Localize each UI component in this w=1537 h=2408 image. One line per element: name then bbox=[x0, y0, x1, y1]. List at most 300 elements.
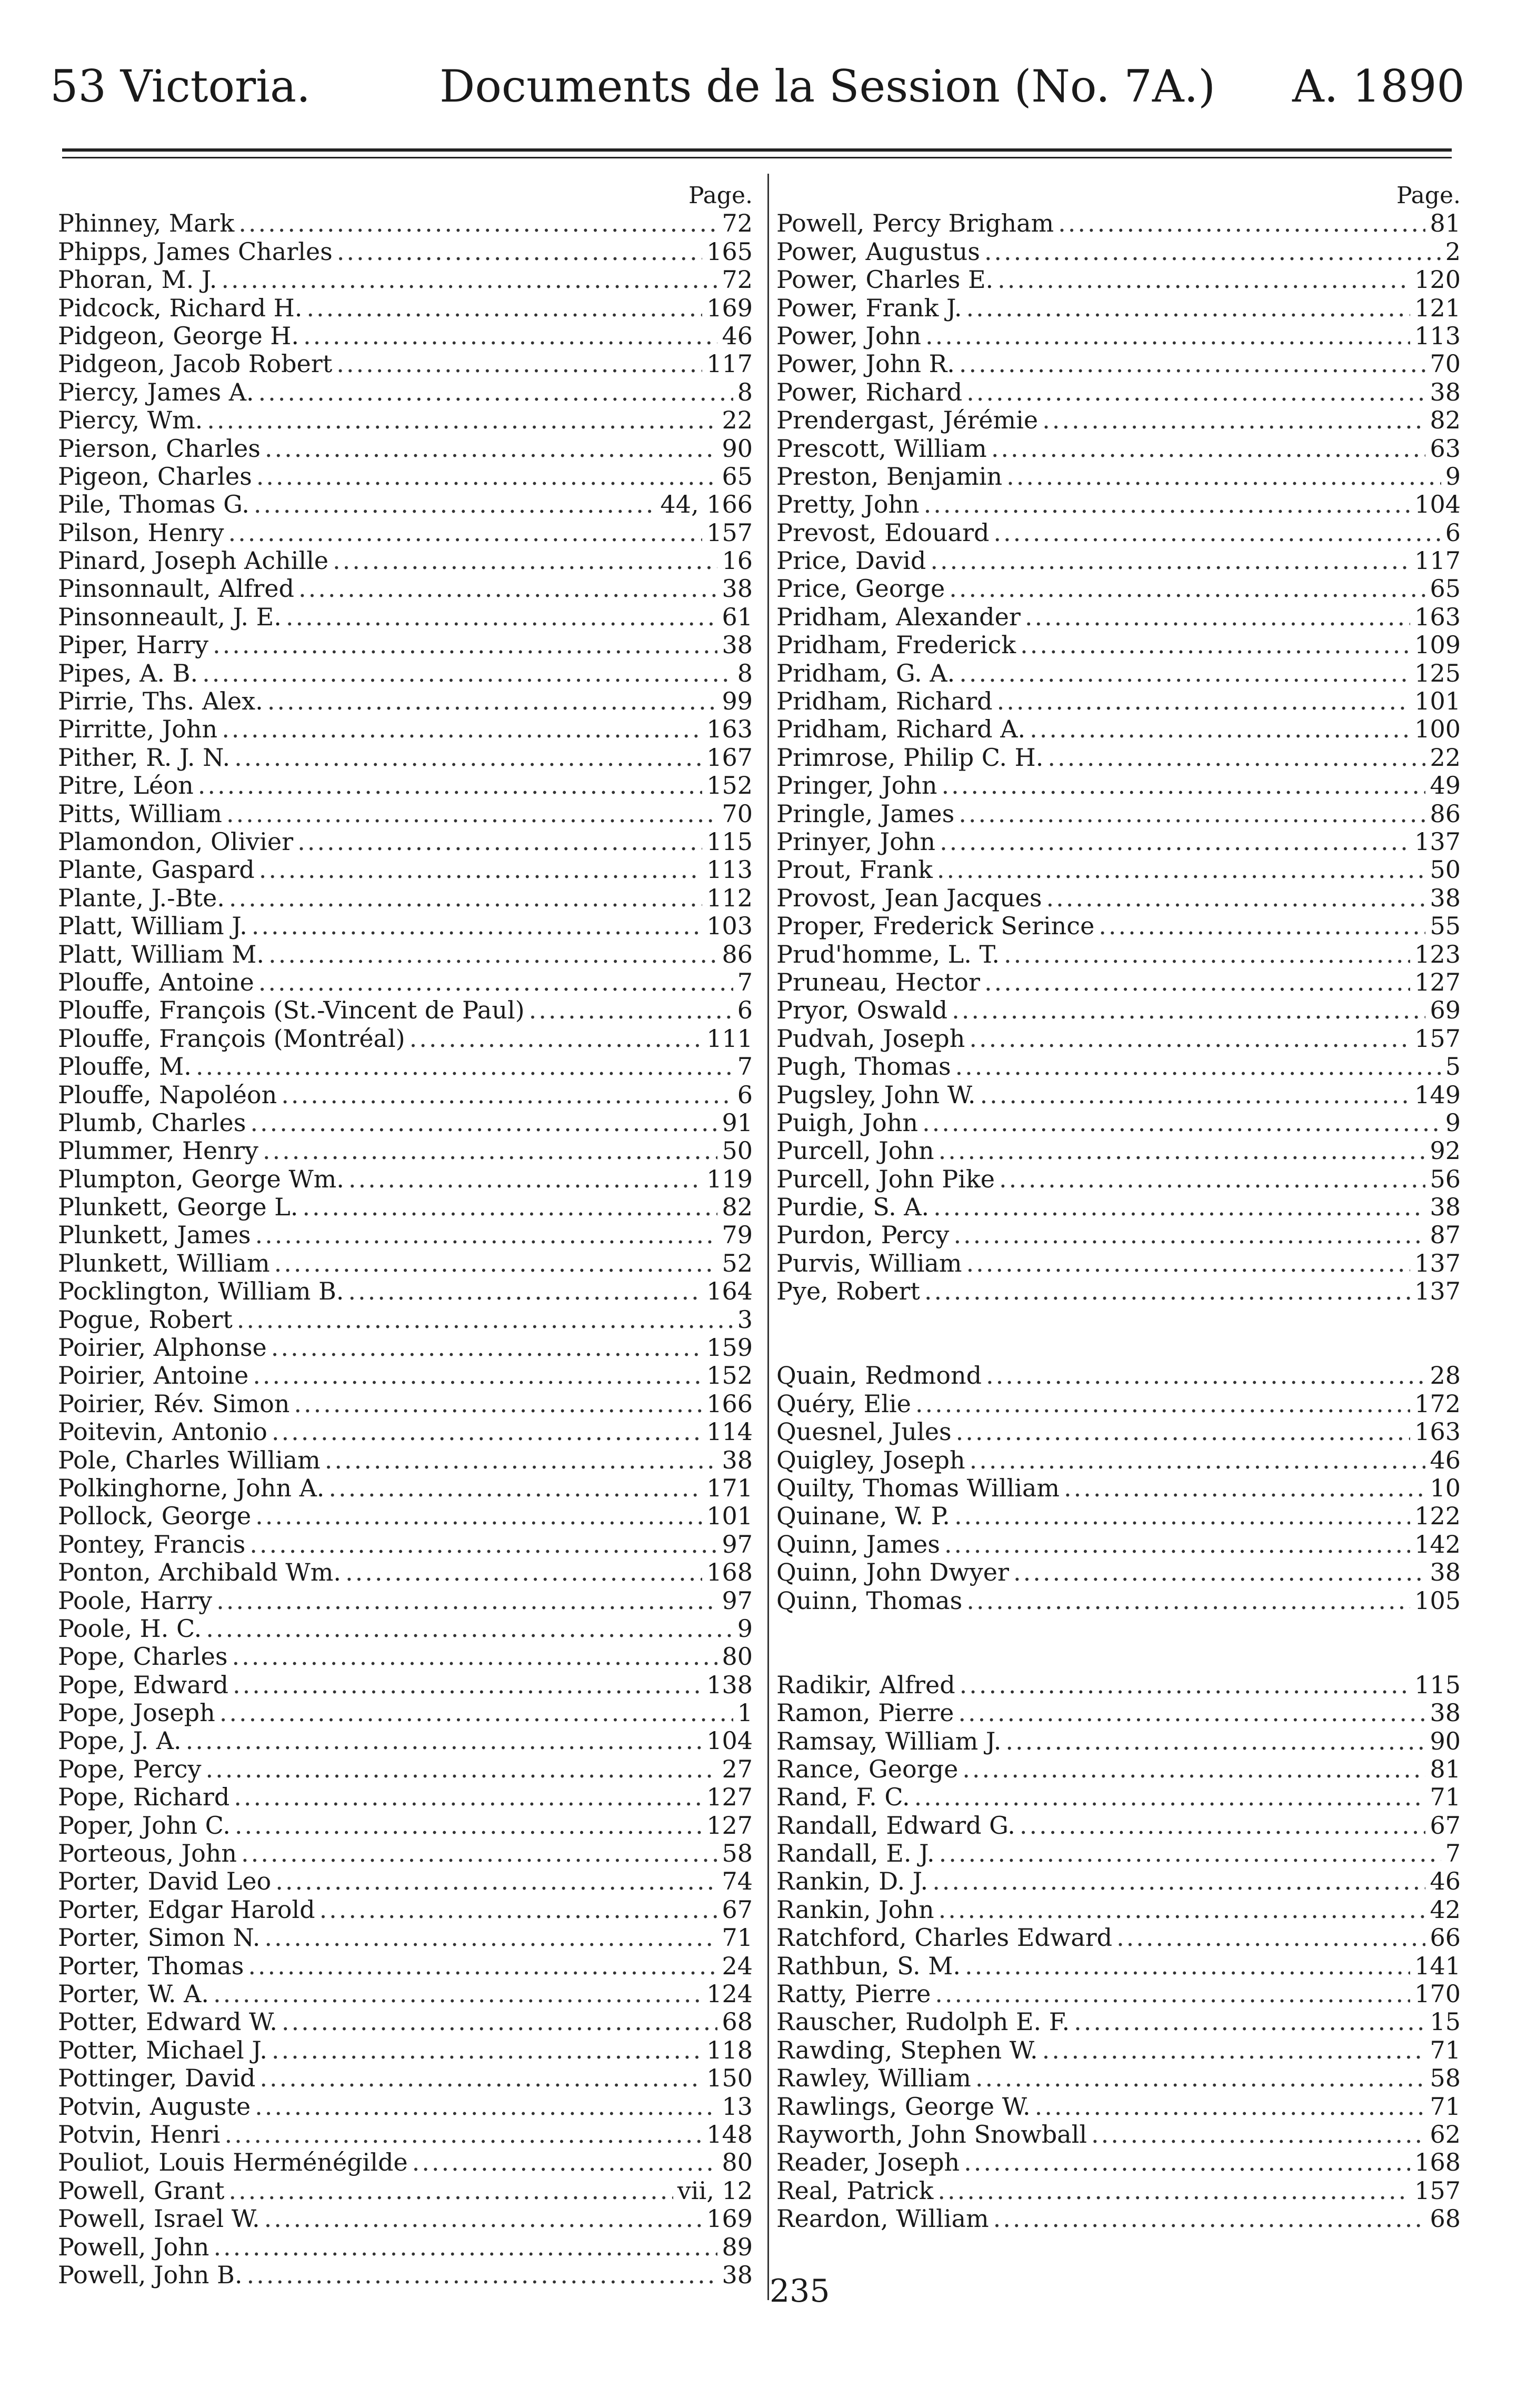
entry-page: 167 bbox=[706, 743, 753, 772]
index-entry bbox=[58, 1362, 753, 1390]
index-entry bbox=[58, 1840, 753, 1867]
dot-leader bbox=[268, 941, 717, 968]
entry-name: Piper, Harry bbox=[58, 631, 209, 660]
entry-name: Plante, J.-Bte. bbox=[58, 884, 225, 912]
entry-name: Porter, Edgar Harold bbox=[58, 1895, 315, 1924]
index-entry bbox=[776, 772, 1461, 800]
index-entry bbox=[776, 941, 1461, 968]
dot-leader bbox=[966, 294, 1411, 322]
index-entry bbox=[58, 2261, 753, 2289]
dot-leader bbox=[264, 1924, 717, 1952]
dot-leader bbox=[1013, 1558, 1425, 1586]
dot-leader bbox=[255, 2093, 717, 2121]
entry-page: 1 bbox=[737, 1699, 753, 1727]
dot-leader bbox=[249, 1531, 717, 1558]
index-entry bbox=[58, 1446, 753, 1474]
index-entry bbox=[58, 294, 753, 322]
dot-leader bbox=[993, 2205, 1426, 2233]
entry-name: Rauscher, Rudolph E. F. bbox=[776, 2008, 1070, 2036]
entry-name: Poirier, Antoine bbox=[58, 1362, 249, 1390]
entry-page: 68 bbox=[722, 2008, 753, 2036]
entry-name: Powell, Grant bbox=[58, 2176, 225, 2205]
entry-name: Quinn, Thomas bbox=[776, 1586, 963, 1615]
entry-name: Randall, Edward G. bbox=[776, 1811, 1015, 1840]
entry-name: Pierson, Charles bbox=[58, 434, 261, 463]
dot-leader bbox=[216, 1587, 717, 1615]
index-entry bbox=[58, 1053, 753, 1081]
index-entry bbox=[58, 1165, 753, 1193]
index-entry bbox=[776, 1025, 1461, 1053]
entry-name: Pryor, Oswald bbox=[776, 996, 948, 1025]
entry-page: 71 bbox=[1430, 2036, 1461, 2064]
entry-page: 152 bbox=[706, 1362, 753, 1390]
entry-page: 56 bbox=[1430, 1165, 1461, 1193]
entry-name: Pope, Richard bbox=[58, 1783, 230, 1812]
dot-leader bbox=[336, 350, 702, 378]
entry-page: 7 bbox=[1445, 1840, 1461, 1868]
index-entry bbox=[58, 800, 753, 828]
dot-leader bbox=[984, 968, 1410, 996]
dot-leader bbox=[1042, 2036, 1426, 2064]
entry-name: Primrose, Philip C. H. bbox=[776, 743, 1044, 772]
index-entry bbox=[776, 1783, 1461, 1811]
entry-name: Rawlings, George W. bbox=[776, 2092, 1031, 2121]
entry-page: 72 bbox=[722, 266, 753, 294]
entry-name: Pruneau, Hector bbox=[776, 968, 980, 996]
entry-name: Quinn, John Dwyer bbox=[776, 1558, 1010, 1587]
entry-page: 38 bbox=[722, 2261, 753, 2289]
index-entry bbox=[776, 378, 1461, 406]
dot-leader bbox=[226, 800, 718, 828]
entry-page: 104 bbox=[706, 1727, 753, 1755]
dot-leader bbox=[222, 715, 702, 743]
dot-leader bbox=[956, 1418, 1411, 1446]
entry-page: 13 bbox=[722, 2092, 753, 2121]
index-entry bbox=[58, 1643, 753, 1671]
index-entry bbox=[776, 1277, 1461, 1305]
entry-name: Pugh, Thomas bbox=[776, 1053, 951, 1081]
dot-leader bbox=[1116, 1924, 1425, 1952]
dot-leader bbox=[213, 631, 717, 659]
index-entry bbox=[58, 1390, 753, 1418]
index-entry bbox=[58, 238, 753, 266]
dot-leader bbox=[198, 772, 702, 800]
dot-leader bbox=[213, 1980, 702, 2008]
index-entry bbox=[58, 350, 753, 378]
entry-name: Pitts, William bbox=[58, 800, 222, 828]
entry-page: 70 bbox=[722, 800, 753, 828]
entry-name: Quinane, W. P. bbox=[776, 1502, 950, 1531]
entry-page: 152 bbox=[706, 772, 753, 800]
index-entry bbox=[58, 1980, 753, 2008]
dot-leader bbox=[337, 238, 702, 266]
entry-page: 113 bbox=[1414, 322, 1461, 350]
entry-page: 71 bbox=[1430, 2092, 1461, 2121]
entry-name: Piercy, James A. bbox=[58, 378, 254, 406]
entry-page: 82 bbox=[722, 1193, 753, 1222]
entry-page: 166 bbox=[706, 1390, 753, 1418]
dot-leader bbox=[960, 1671, 1411, 1699]
entry-name: Potvin, Henri bbox=[58, 2120, 221, 2149]
entry-page: 6 bbox=[737, 996, 753, 1025]
entry-name: Porter, Simon N. bbox=[58, 1924, 261, 1952]
entry-name: Radikir, Alfred bbox=[776, 1671, 955, 1699]
entry-page: 82 bbox=[1430, 406, 1461, 435]
entry-name: Ramon, Pierre bbox=[776, 1699, 954, 1727]
dot-leader bbox=[964, 2149, 1410, 2176]
dot-leader bbox=[348, 1165, 702, 1193]
entry-page: 67 bbox=[1430, 1811, 1461, 1840]
index-entry bbox=[776, 744, 1461, 772]
index-entry bbox=[776, 715, 1461, 743]
dot-leader bbox=[949, 575, 1425, 603]
entry-name: Pinsonnault, Alfred bbox=[58, 575, 294, 603]
entry-name: Pottinger, David bbox=[58, 2064, 256, 2093]
entry-name: Pipes, A. B. bbox=[58, 659, 198, 687]
index-entry bbox=[58, 1474, 753, 1502]
entry-page: 24 bbox=[722, 1952, 753, 1980]
index-entry bbox=[58, 2149, 753, 2176]
entry-name: Pridham, Alexander bbox=[776, 603, 1021, 631]
index-list-left bbox=[58, 209, 753, 2289]
index-entry bbox=[58, 519, 753, 547]
entry-name: Powell, John B. bbox=[58, 2261, 243, 2289]
index-group-r bbox=[776, 1671, 1461, 2233]
index-entry bbox=[776, 996, 1461, 1024]
index-entry bbox=[58, 2205, 753, 2233]
dot-leader bbox=[256, 463, 718, 491]
entry-page: 86 bbox=[1430, 800, 1461, 828]
entry-name: Prescott, William bbox=[776, 434, 987, 463]
dot-leader bbox=[1030, 715, 1410, 743]
dot-leader bbox=[932, 1867, 1425, 1895]
entry-page: 72 bbox=[722, 209, 753, 238]
entry-name: Poirier, Alphonse bbox=[58, 1334, 267, 1362]
index-entry bbox=[776, 2064, 1461, 2092]
entry-name: Pouliot, Louis Herménégilde bbox=[58, 2149, 408, 2177]
entry-page: 65 bbox=[1430, 575, 1461, 603]
entry-page: 8 bbox=[737, 378, 753, 406]
entry-name: Pidgeon, George H. bbox=[58, 322, 300, 350]
entry-name: Poper, John C. bbox=[58, 1811, 231, 1840]
dot-leader bbox=[232, 1643, 717, 1671]
entry-name: Quilty, Thomas William bbox=[776, 1474, 1060, 1502]
entry-name: Power, Frank J. bbox=[776, 294, 962, 322]
entry-page: 118 bbox=[706, 2036, 753, 2064]
index-entry bbox=[58, 406, 753, 434]
dot-leader bbox=[939, 1896, 1426, 1924]
index-entry bbox=[58, 2064, 753, 2092]
entry-page: 71 bbox=[1430, 1783, 1461, 1812]
dot-leader bbox=[252, 912, 702, 940]
index-entry bbox=[58, 1952, 753, 1980]
entry-name: Pope, Charles bbox=[58, 1643, 228, 1671]
entry-name: Purdie, S. A. bbox=[776, 1193, 930, 1222]
entry-page: 68 bbox=[1430, 2205, 1461, 2233]
dot-leader bbox=[320, 1896, 718, 1924]
entry-name: Powell, John bbox=[58, 2233, 209, 2261]
header-volume: 53 Victoria. bbox=[50, 61, 311, 112]
entry-page: 91 bbox=[722, 1108, 753, 1137]
entry-page: 150 bbox=[706, 2064, 753, 2093]
dot-leader bbox=[328, 1474, 702, 1502]
dot-leader bbox=[241, 1840, 717, 1867]
entry-page: 172 bbox=[1414, 1390, 1461, 1418]
index-entry bbox=[776, 519, 1461, 547]
entry-page: 2 bbox=[1445, 237, 1461, 266]
entry-page: 87 bbox=[1430, 1221, 1461, 1250]
index-entry bbox=[776, 1081, 1461, 1109]
entry-page: 124 bbox=[706, 1980, 753, 2008]
index-group-q bbox=[776, 1362, 1461, 1615]
entry-name: Ramsay, William J. bbox=[776, 1727, 1002, 1755]
entry-name: Purdon, Percy bbox=[776, 1221, 950, 1250]
entry-name: Plunkett, George L. bbox=[58, 1193, 298, 1222]
dot-leader bbox=[238, 209, 717, 237]
entry-page: 165 bbox=[706, 237, 753, 266]
index-entry bbox=[58, 2008, 753, 2036]
index-entry bbox=[776, 406, 1461, 434]
entry-page: 67 bbox=[722, 1895, 753, 1924]
dot-leader bbox=[922, 1109, 1441, 1137]
index-entry bbox=[776, 435, 1461, 463]
entry-name: Pogue, Robert bbox=[58, 1305, 233, 1334]
entry-page: 101 bbox=[706, 1502, 753, 1531]
entry-page: 28 bbox=[1430, 1362, 1461, 1390]
entry-page: 71 bbox=[722, 1924, 753, 1952]
entry-page: 105 bbox=[1414, 1586, 1461, 1615]
dot-leader bbox=[1020, 1812, 1426, 1840]
index-entry bbox=[776, 322, 1461, 350]
dot-leader bbox=[196, 1053, 733, 1081]
index-entry bbox=[776, 2205, 1461, 2233]
entry-page: 163 bbox=[706, 715, 753, 744]
dot-leader bbox=[298, 575, 718, 603]
index-entry bbox=[58, 322, 753, 350]
index-entry bbox=[776, 968, 1461, 996]
dot-leader bbox=[925, 322, 1410, 350]
entry-page: 111 bbox=[706, 1024, 753, 1053]
dot-leader bbox=[412, 2149, 718, 2176]
entry-name: Potvin, Auguste bbox=[58, 2092, 251, 2121]
entry-name: Pope, J. A. bbox=[58, 1727, 182, 1755]
entry-name: Pudvah, Joseph bbox=[776, 1024, 965, 1053]
entry-name: Power, John bbox=[776, 322, 921, 350]
page-number: 235 bbox=[770, 2273, 830, 2310]
dot-leader bbox=[272, 1418, 702, 1446]
entry-page: 103 bbox=[706, 912, 753, 941]
entry-name: Pollock, George bbox=[58, 1502, 252, 1531]
index-entry bbox=[58, 1924, 753, 1952]
entry-page: 38 bbox=[1430, 1193, 1461, 1222]
index-entry bbox=[776, 2121, 1461, 2149]
entry-page: 42 bbox=[1430, 1895, 1461, 1924]
index-entry bbox=[776, 1671, 1461, 1699]
dot-leader bbox=[1091, 2121, 1425, 2149]
index-entry bbox=[58, 209, 753, 237]
entry-page: 159 bbox=[706, 1334, 753, 1362]
dot-leader bbox=[302, 1193, 717, 1221]
index-entry bbox=[776, 828, 1461, 856]
dot-leader bbox=[325, 1446, 718, 1474]
dot-leader bbox=[294, 1390, 702, 1418]
dot-leader bbox=[233, 1671, 702, 1699]
index-entry bbox=[776, 1362, 1461, 1390]
entry-page: 46 bbox=[1430, 1446, 1461, 1474]
dot-leader bbox=[275, 1867, 717, 1895]
dot-leader bbox=[255, 1221, 718, 1249]
index-entry bbox=[58, 884, 753, 912]
entry-name: Phipps, James Charles bbox=[58, 237, 333, 266]
dot-leader bbox=[959, 660, 1410, 687]
entry-name: Pinsonneault, J. E. bbox=[58, 603, 282, 631]
entry-name: Plouffe, François (Montréal) bbox=[58, 1024, 405, 1053]
index-entry bbox=[58, 772, 753, 800]
dot-leader bbox=[529, 996, 733, 1024]
dot-leader bbox=[980, 1081, 1411, 1109]
group-spacer bbox=[776, 1306, 1461, 1362]
index-entry bbox=[58, 435, 753, 463]
entry-name: Quain, Redmond bbox=[776, 1362, 982, 1390]
entry-page: 104 bbox=[1414, 491, 1461, 519]
index-entry bbox=[776, 1896, 1461, 1924]
dot-leader bbox=[234, 1783, 702, 1811]
entry-name: Poirier, Rév. Simon bbox=[58, 1390, 290, 1418]
index-entry bbox=[776, 1446, 1461, 1474]
entry-name: Pridham, Richard A. bbox=[776, 715, 1026, 744]
column-divider bbox=[767, 174, 769, 2300]
entry-name: Pridham, Frederick bbox=[776, 631, 1016, 660]
entry-page: 120 bbox=[1414, 266, 1461, 294]
entry-name: Pile, Thomas G. bbox=[58, 491, 249, 519]
dot-leader bbox=[1035, 2093, 1426, 2121]
entry-name: Pole, Charles William bbox=[58, 1446, 321, 1474]
entry-page: 157 bbox=[1414, 2176, 1461, 2205]
entry-page: 149 bbox=[1414, 1081, 1461, 1109]
index-entry bbox=[776, 800, 1461, 828]
index-entry bbox=[776, 294, 1461, 322]
dot-leader bbox=[248, 1952, 717, 1980]
dot-leader bbox=[234, 744, 702, 772]
entry-name: Purcell, John bbox=[776, 1137, 934, 1165]
dot-leader bbox=[267, 687, 718, 715]
dot-leader bbox=[993, 519, 1441, 547]
entry-name: Quéry, Elie bbox=[776, 1390, 911, 1418]
dot-leader bbox=[969, 1025, 1410, 1053]
dot-leader bbox=[1005, 1727, 1425, 1755]
index-entry bbox=[58, 744, 753, 772]
dot-leader bbox=[348, 1277, 702, 1305]
entry-name: Pridham, G. A. bbox=[776, 659, 955, 687]
entry-page: 125 bbox=[1414, 659, 1461, 687]
index-entry bbox=[776, 603, 1461, 631]
index-entry bbox=[776, 547, 1461, 575]
entry-name: Pidcock, Richard H. bbox=[58, 294, 303, 322]
entry-page: 49 bbox=[1430, 772, 1461, 800]
dot-leader bbox=[258, 378, 733, 406]
index-entry bbox=[58, 2121, 753, 2149]
index-entry bbox=[776, 2177, 1461, 2205]
dot-leader bbox=[206, 1615, 733, 1643]
entry-page: 112 bbox=[706, 884, 753, 912]
entry-page: 127 bbox=[706, 1811, 753, 1840]
header-year: A. 1890 bbox=[1292, 61, 1465, 112]
entry-page: 119 bbox=[706, 1165, 753, 1193]
index-entry bbox=[776, 1840, 1461, 1867]
entry-name: Pope, Edward bbox=[58, 1671, 228, 1699]
entry-name: Pidgeon, Jacob Robert bbox=[58, 350, 333, 378]
entry-page: 137 bbox=[1414, 827, 1461, 856]
entry-name: Power, Charles E. bbox=[776, 266, 994, 294]
dot-leader bbox=[265, 435, 718, 463]
entry-page: 38 bbox=[1430, 884, 1461, 912]
dot-leader bbox=[297, 828, 702, 856]
dot-leader bbox=[924, 1277, 1410, 1305]
index-entry bbox=[58, 856, 753, 884]
entry-name: Platt, William M. bbox=[58, 940, 265, 968]
dot-leader bbox=[935, 1980, 1410, 2008]
dot-leader bbox=[260, 2064, 702, 2092]
entry-page: 61 bbox=[722, 603, 753, 631]
dot-leader bbox=[259, 856, 702, 884]
entry-page: 22 bbox=[1430, 743, 1461, 772]
entry-name: Rawding, Stephen W. bbox=[776, 2036, 1038, 2064]
entry-page: 81 bbox=[1430, 209, 1461, 238]
dot-leader bbox=[229, 884, 702, 912]
entry-page: 62 bbox=[1430, 2120, 1461, 2149]
index-entry bbox=[776, 1727, 1461, 1755]
dot-leader bbox=[966, 1250, 1410, 1277]
index-entry bbox=[776, 1165, 1461, 1193]
entry-page: 171 bbox=[706, 1474, 753, 1502]
entry-page: 38 bbox=[722, 575, 753, 603]
entry-page: 117 bbox=[706, 350, 753, 378]
dot-leader bbox=[286, 603, 718, 631]
entry-name: Porteous, John bbox=[58, 1840, 237, 1868]
entry-name: Price, David bbox=[776, 547, 926, 575]
index-entry bbox=[58, 1755, 753, 1783]
index-entry bbox=[58, 1277, 753, 1305]
dot-leader bbox=[924, 491, 1411, 518]
entry-name: Rand, F. C. bbox=[776, 1783, 910, 1812]
dot-leader bbox=[250, 1109, 717, 1137]
entry-name: Preston, Benjamin bbox=[776, 462, 1003, 491]
entry-page: 109 bbox=[1414, 631, 1461, 660]
entry-name: Plunkett, James bbox=[58, 1221, 251, 1250]
entry-name: Prout, Frank bbox=[776, 856, 933, 884]
entry-name: Pirritte, John bbox=[58, 715, 218, 744]
dot-leader bbox=[264, 2205, 703, 2233]
index-entry bbox=[776, 1587, 1461, 1615]
entry-page: 138 bbox=[706, 1671, 753, 1699]
entry-name: Rankin, John bbox=[776, 1895, 934, 1924]
entry-page: 123 bbox=[1414, 940, 1461, 968]
entry-name: Randall, E. J. bbox=[776, 1840, 935, 1868]
index-entry bbox=[58, 1558, 753, 1586]
header-rule-thick bbox=[62, 148, 1452, 152]
dot-leader bbox=[221, 266, 717, 294]
dot-leader bbox=[975, 2064, 1426, 2092]
entry-page: 66 bbox=[1430, 1924, 1461, 1952]
dot-leader bbox=[966, 1587, 1410, 1615]
index-entry bbox=[58, 463, 753, 491]
index-entry bbox=[776, 1502, 1461, 1530]
entry-name: Phinney, Mark bbox=[58, 209, 235, 238]
entry-page: 170 bbox=[1414, 1980, 1461, 2009]
dot-leader bbox=[914, 1783, 1426, 1811]
entry-name: Ratty, Pierre bbox=[776, 1980, 931, 2009]
entry-page: 38 bbox=[722, 631, 753, 660]
